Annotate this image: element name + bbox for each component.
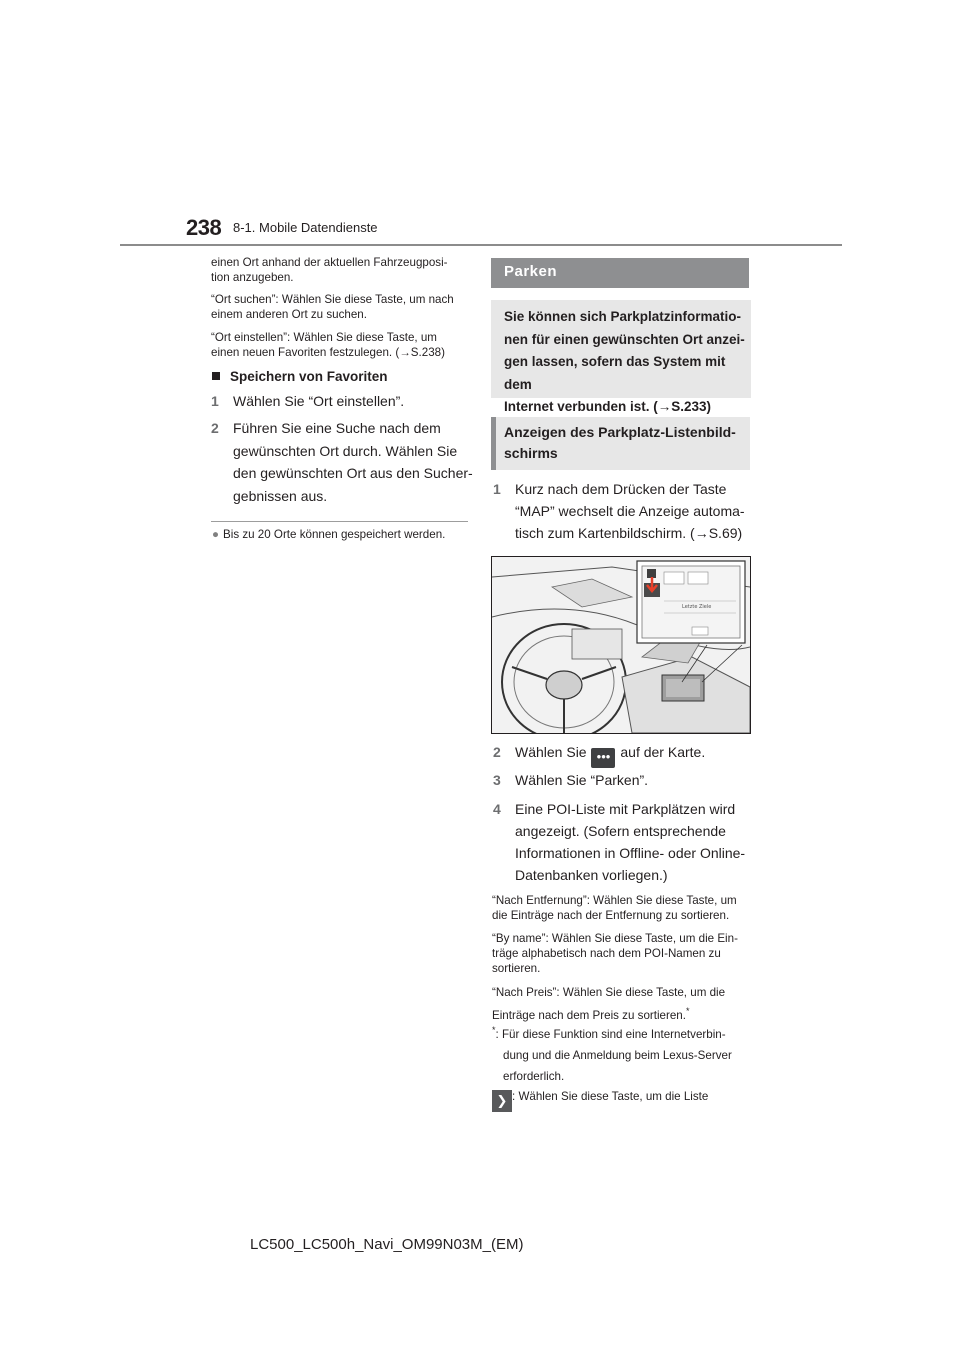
intro-box-line: nen für einen gewünschten Ort anzei- (504, 331, 745, 347)
set-line: einen neuen Favoriten festzulegen. (→S.238) (211, 346, 445, 359)
intro-box-line: Sie können sich Parkplatzinformatio- (504, 309, 742, 324)
step-line: Informationen in Offline- oder Online- (515, 845, 746, 861)
dashboard-drawing (492, 557, 750, 733)
step-text: Wählen Sie “Parken”. (515, 772, 649, 788)
intro-box (491, 300, 751, 414)
step-line: Datenbanken vorliegen.) (515, 867, 668, 883)
footnote-marker: * (685, 1006, 690, 1016)
step-number: 2 (493, 744, 501, 760)
intro-box-line: Internet verbunden ist. (→S.233) (504, 399, 712, 414)
footnote-line: dung und die Anmeldung beim Lexus-Server (503, 1048, 732, 1062)
step-line: tisch zum Kartenbildschirm. (→S.69) (515, 525, 743, 541)
step-text (515, 478, 745, 544)
step-line: Kurz nach dem Drücken der Taste (515, 481, 727, 497)
set-line: “Ort einstellen”: Wählen Sie diese Taste, um (211, 331, 437, 344)
step-number: 4 (493, 801, 501, 817)
name-line: “By name”: Wählen Sie diese Taste, um die Ein- (492, 932, 738, 945)
step-line: angezeigt. (Sofern entsprechende (515, 823, 726, 839)
header-rule (120, 244, 842, 246)
banner-title: Parken (504, 263, 558, 280)
subheading-favorites (212, 369, 388, 384)
intro-box-line: gen lassen, sofern das System mit dem (504, 354, 726, 392)
step-line: Führen Sie eine Suche nach dem (233, 420, 441, 436)
section-heading-text (504, 422, 736, 464)
note-divider (211, 521, 468, 522)
step-number: 2 (211, 420, 219, 436)
name-line: träge alphabetisch nach dem POI-Namen zu (492, 947, 721, 960)
name-line: sortieren. (492, 962, 541, 975)
left-step-1 (211, 390, 471, 412)
step-text-after: auf der Karte. (620, 744, 706, 760)
intro-line: tion anzugeben. (211, 271, 294, 284)
price-paragraph (492, 984, 754, 1025)
page-number: 238 (186, 215, 222, 240)
footnote-line: erforderlich. (503, 1069, 565, 1083)
subheading-text: Speichern von Favoriten (230, 369, 388, 384)
step-text (515, 798, 745, 886)
step-number: 1 (211, 393, 219, 409)
dashboard-illustration (491, 556, 751, 734)
right-step-1 (493, 478, 755, 548)
left-step-2 (211, 417, 473, 507)
right-step-4 (493, 798, 755, 888)
intro-paragraph (211, 255, 471, 285)
step-text: Wählen Sie “Ort einstellen”. (233, 393, 405, 409)
arrow-paragraph (492, 1090, 708, 1112)
more-options-icon: ••• (591, 748, 615, 768)
section-heading (491, 417, 750, 470)
right-step-3 (493, 769, 755, 791)
bullet-icon: ● (212, 528, 220, 541)
step-number: 3 (493, 772, 501, 788)
search-line: “Ort suchen”: Wählen Sie diese Taste, um nach (211, 293, 454, 306)
model-code: LC500_LC500h_Navi_OM99N03M_(EM) (250, 1236, 524, 1253)
step-text (233, 417, 473, 507)
price-line: “Nach Preis”: Wählen Sie diese Taste, um die (492, 986, 726, 999)
intro-line: einen Ort anhand der aktuellen Fahrzeugposi- (211, 256, 448, 269)
parken-banner (491, 258, 749, 288)
step-line: den gewünschten Ort aus den Sucher- (233, 465, 473, 481)
screen-label: Letzte Ziele (682, 604, 712, 610)
step-number: 1 (493, 481, 501, 497)
heading-line: Anzeigen des Parkplatz-Listenbild- (504, 424, 736, 440)
distance-line: “Nach Entfernung”: Wählen Sie diese Taste, um (492, 894, 737, 907)
section-title: 8-1. Mobile Datendienste (233, 220, 378, 235)
right-step-2 (493, 741, 755, 765)
distance-line: die Einträge nach der Entfernung zu sortieren. (492, 909, 730, 922)
heading-line: schirms (504, 445, 558, 461)
price-line: Einträge nach dem Preis zu sortieren. (492, 1008, 686, 1022)
distance-paragraph (492, 893, 754, 923)
step-line: gewünschten Ort durch. Wählen Sie (233, 442, 458, 459)
search-line: einem anderen Ort zu suchen. (211, 308, 367, 321)
footnote (492, 1020, 754, 1087)
square-bullet-icon (212, 372, 220, 380)
footnote-symbol: * (492, 1025, 496, 1035)
step-text (515, 741, 705, 768)
footnote-line-1 (492, 1020, 754, 1045)
intro-box-text (504, 306, 751, 419)
note-text: Bis zu 20 Orte können gespeichert werden. (223, 528, 446, 541)
search-paragraph (211, 292, 471, 322)
step-line: Eine POI-Liste mit Parkplätzen wird (515, 801, 736, 817)
note (212, 528, 445, 541)
arrow-text: : Wählen Sie diese Taste, um die Liste (512, 1090, 709, 1103)
footnote-line: : Für diese Funktion sind eine Internetverbin- (495, 1027, 726, 1041)
step-line: gebnissen aus. (233, 487, 328, 504)
name-paragraph (492, 931, 754, 976)
step-line: “MAP” wechselt die Anzeige automa- (515, 503, 745, 519)
set-paragraph (211, 330, 471, 360)
chevron-right-icon: ❯ (492, 1090, 512, 1112)
step-text-before: Wählen Sie (515, 744, 587, 760)
